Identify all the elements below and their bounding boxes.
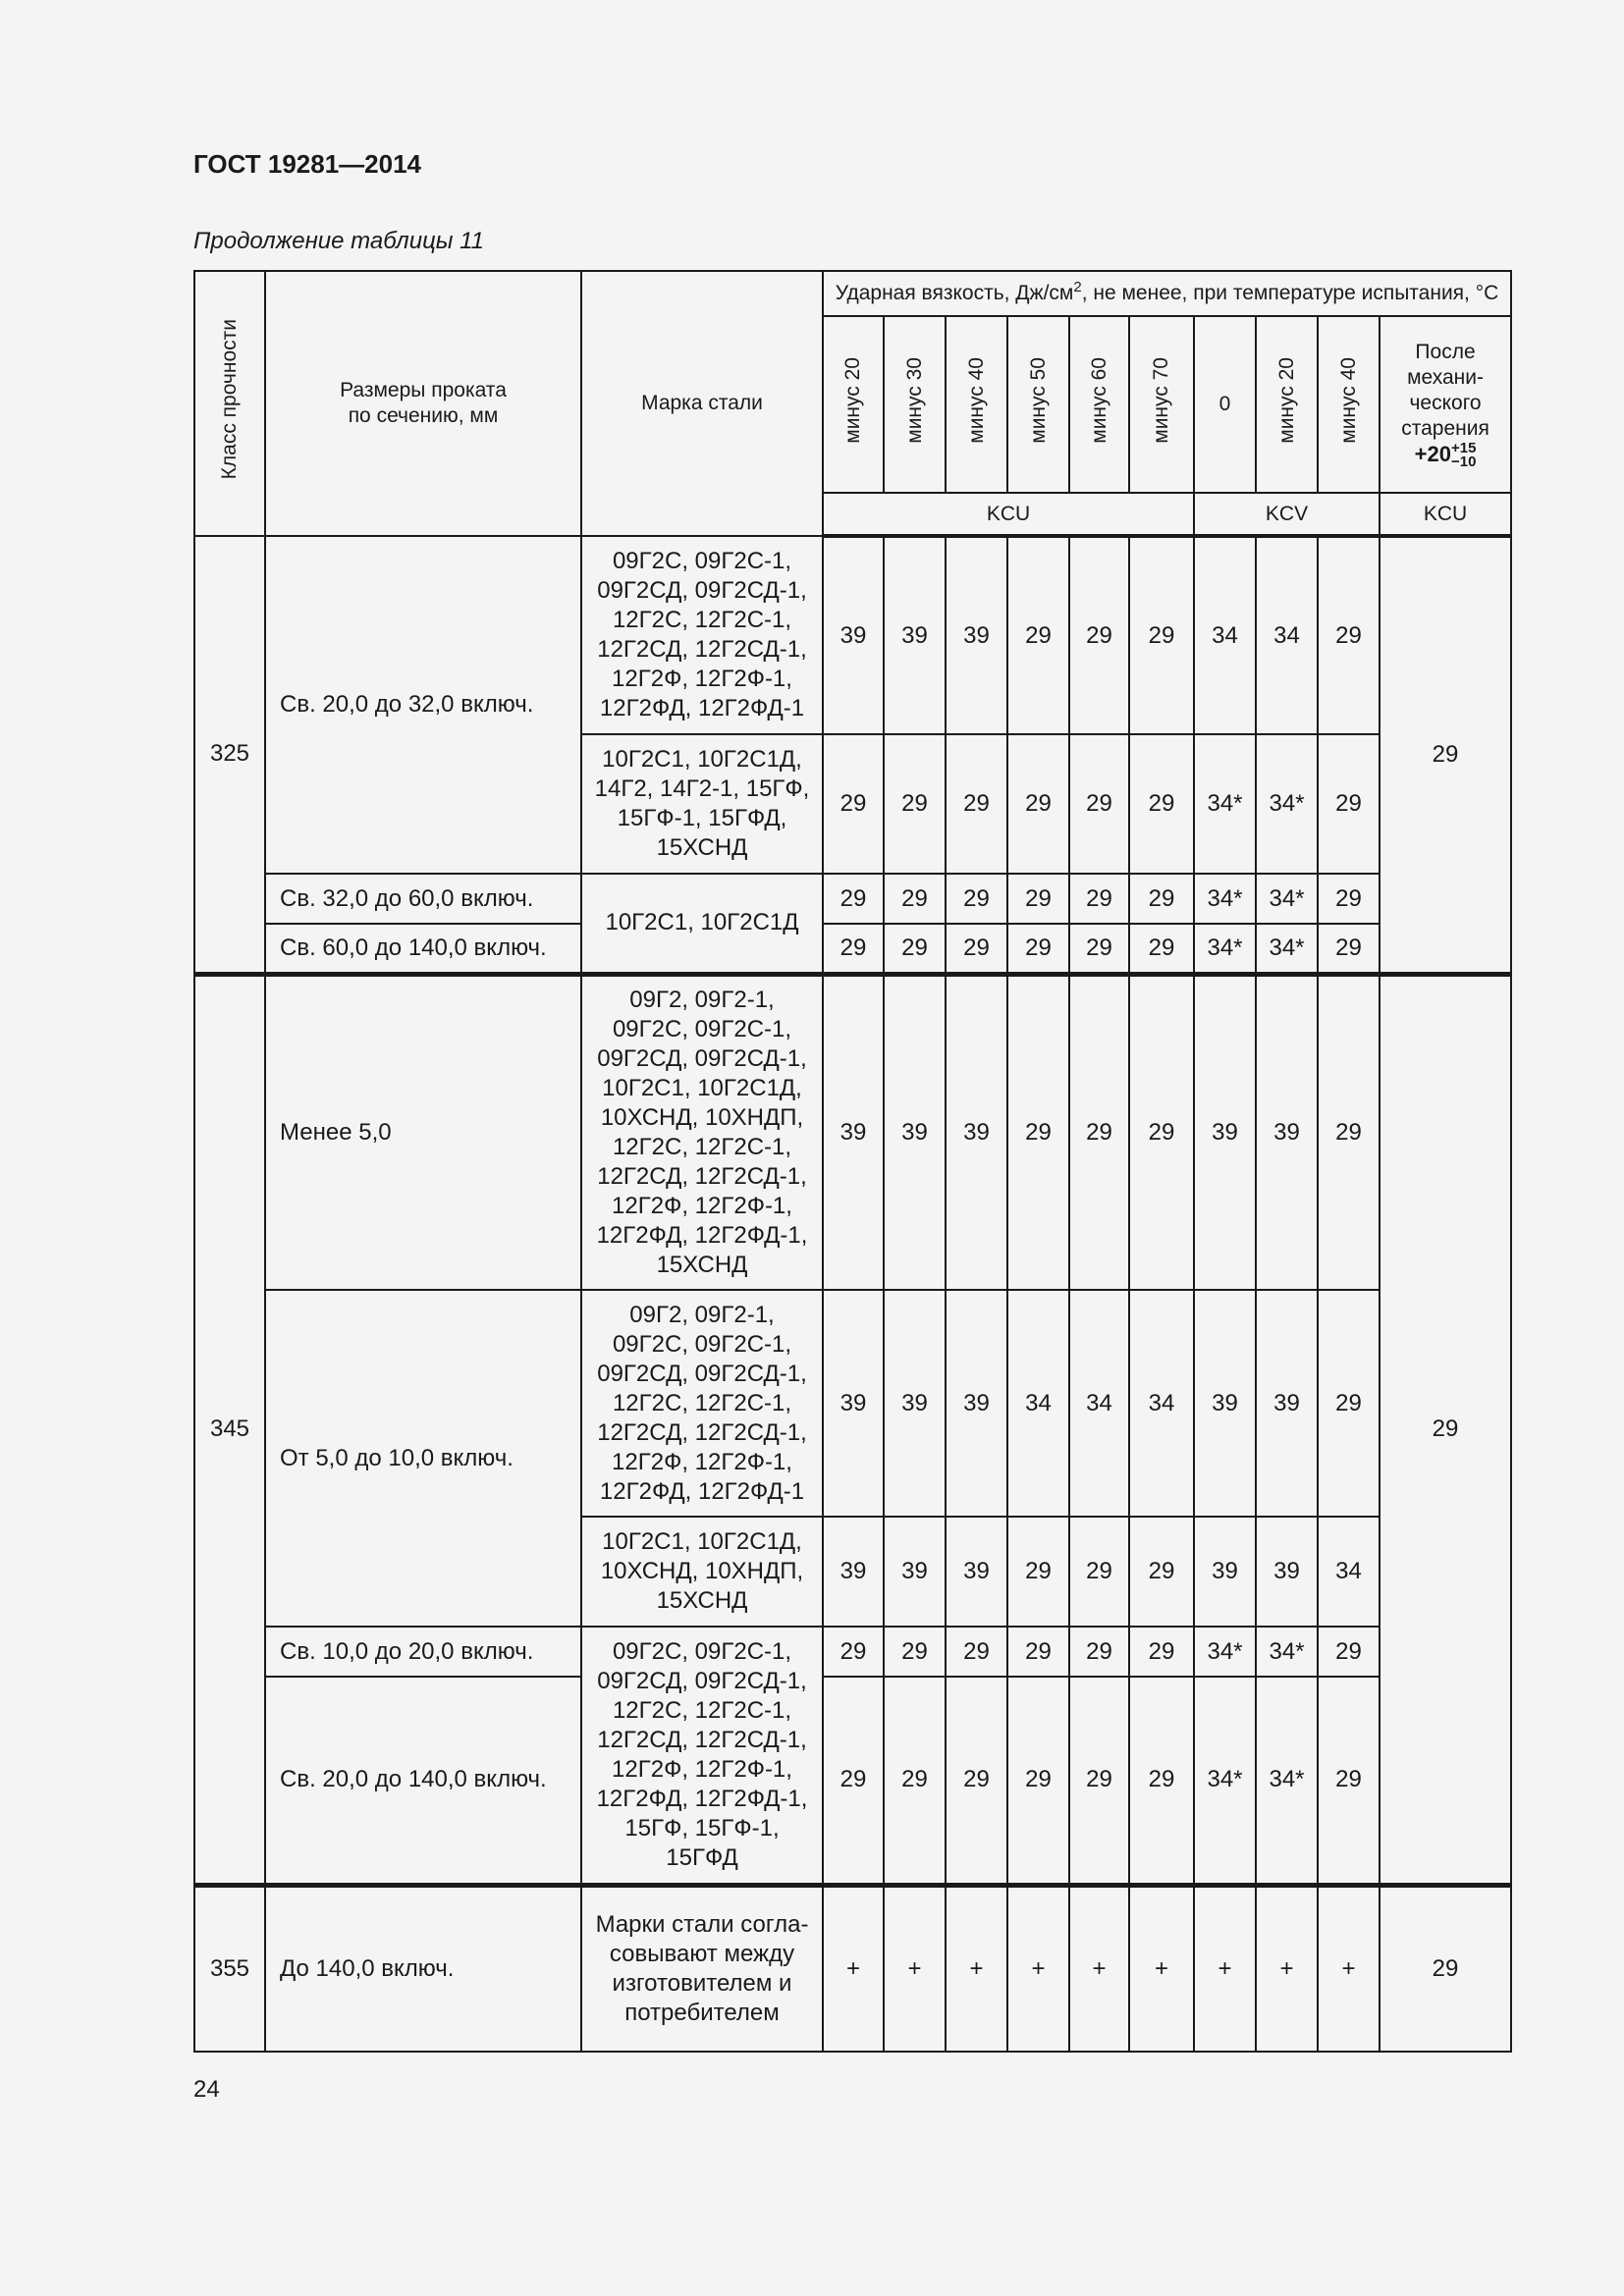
header-temp: минус 20 — [1256, 316, 1318, 493]
size-range: Св. 20,0 до 140,0 включ. — [265, 1677, 581, 1885]
after-aging-temperature: +20+15 −10 — [1414, 440, 1477, 471]
value-cell: 29 — [946, 924, 1007, 974]
value-cell: 39 — [823, 536, 884, 734]
value-cell: 29 — [1069, 974, 1129, 1290]
value-cell: 29 — [1129, 1677, 1194, 1885]
header-temp: 0 — [1194, 316, 1256, 493]
size-range: От 5,0 до 10,0 включ. — [265, 1290, 581, 1627]
header-impact-title: Ударная вязкость, $Дж/см^2$, не менее, при температуре испытания, °С — [823, 271, 1511, 316]
value-cell: 34* — [1256, 924, 1318, 974]
value-cell: 29 — [1007, 974, 1069, 1290]
value-cell: 29 — [823, 874, 884, 924]
value-cell: + — [1069, 1885, 1129, 2052]
value-cell: 29 — [1318, 536, 1380, 734]
value-cell: + — [946, 1885, 1007, 2052]
value-cell: 29 — [1069, 536, 1129, 734]
table-row — [194, 1677, 1511, 1885]
value-cell: 29 — [946, 1627, 1007, 1677]
value-cell: 29 — [1069, 1517, 1129, 1627]
value-cell: + — [1194, 1885, 1256, 2052]
value-cell: 29 — [884, 874, 946, 924]
value-cell: 34 — [1069, 1290, 1129, 1517]
value-cell: 29 — [1129, 874, 1194, 924]
table-caption: Продолжение таблицы 11 — [193, 228, 485, 254]
value-cell: 34* — [1256, 734, 1318, 874]
value-cell: 29 — [1318, 1290, 1380, 1517]
value-cell: 29 — [1129, 734, 1194, 874]
page-number: 24 — [193, 2076, 220, 2103]
value-cell: 29 — [1069, 874, 1129, 924]
value-cell: 29 — [1318, 734, 1380, 874]
value-cell: 29 — [1069, 924, 1129, 974]
header-kcu: KCU — [823, 493, 1194, 536]
size-range: Св. 60,0 до 140,0 включ. — [265, 924, 581, 974]
value-cell: 39 — [884, 1290, 946, 1517]
steel-grade: 10Г2С1, 10Г2С1Д, 10ХСНД, 10ХНДП, 15ХСНД — [581, 1517, 823, 1627]
value-cell: 29 — [823, 1677, 884, 1885]
value-cell: 34* — [1256, 874, 1318, 924]
steel-grade: 09Г2, 09Г2-1, 09Г2С, 09Г2С-1, 09Г2СД, 09Г2СД-1, 12Г2С, 12Г2С-1, 12Г2СД, 12Г2СД-1, 12Г2Ф, 12Г2Ф-1, 12Г2ФД, 12Г2ФД-1 — [581, 1290, 823, 1517]
header-temp: минус 60 — [1069, 316, 1129, 493]
value-cell: 29 — [1318, 1627, 1380, 1677]
value-cell: 29 — [1007, 924, 1069, 974]
value-cell: 29 — [1007, 536, 1069, 734]
size-range: Менее 5,0 — [265, 974, 581, 1290]
value-cell: 29 — [946, 734, 1007, 874]
header-temp: минус 30 — [884, 316, 946, 493]
value-cell: + — [884, 1885, 946, 2052]
header-temp: минус 40 — [946, 316, 1007, 493]
value-cell: 29 — [946, 1677, 1007, 1885]
steel-grade: Марки стали согла- совывают между изготовителем и потребителем — [581, 1885, 823, 2052]
strength-class: 345 — [194, 974, 265, 1885]
steel-grade: 10Г2С1, 10Г2С1Д, 14Г2, 14Г2-1, 15ГФ, 15ГФ-1, 15ГФД, 15ХСНД — [581, 734, 823, 874]
strength-class: 355 — [194, 1885, 265, 2052]
value-cell: 29 — [1318, 974, 1380, 1290]
value-cell: 29 — [1007, 874, 1069, 924]
value-cell: 39 — [884, 974, 946, 1290]
strength-class: 325 — [194, 536, 265, 974]
value-cell: 34 — [1256, 536, 1318, 734]
value-cell: 29 — [884, 924, 946, 974]
header-kcu-aging: KCU — [1380, 493, 1511, 536]
value-cell: 29 — [1069, 1627, 1129, 1677]
value-cell: 34 — [1194, 536, 1256, 734]
value-cell: 29 — [1129, 974, 1194, 1290]
value-cell: 29 — [1318, 874, 1380, 924]
value-cell: 29 — [884, 1677, 946, 1885]
value-cell: 39 — [823, 1290, 884, 1517]
value-cell: + — [1256, 1885, 1318, 2052]
value-cell: 39 — [946, 1517, 1007, 1627]
header-size: Размеры проката по сечению, мм — [265, 271, 581, 536]
value-cell: 39 — [946, 1290, 1007, 1517]
table-row — [194, 1290, 1511, 1517]
value-cell: 39 — [823, 974, 884, 1290]
table-row — [194, 874, 1511, 924]
value-cell: 29 — [1069, 734, 1129, 874]
table-row — [194, 974, 1511, 1290]
value-cell: 29 — [1129, 1517, 1194, 1627]
value-cell: + — [1007, 1885, 1069, 2052]
value-cell: 34 — [1007, 1290, 1069, 1517]
table-row — [194, 1885, 1511, 2052]
value-cell: 39 — [1194, 1517, 1256, 1627]
value-cell: 34 — [1129, 1290, 1194, 1517]
value-cell: 29 — [1007, 734, 1069, 874]
value-cell: 34* — [1256, 1627, 1318, 1677]
value-cell: 29 — [884, 1627, 946, 1677]
value-cell: 29 — [1129, 536, 1194, 734]
value-cell: 39 — [1194, 974, 1256, 1290]
aging-value: 29 — [1380, 974, 1511, 1885]
document-header: ГОСТ 19281—2014 — [193, 149, 421, 179]
header-temp: минус 50 — [1007, 316, 1069, 493]
size-range: Св. 20,0 до 32,0 включ. — [265, 536, 581, 874]
table-row — [194, 536, 1511, 734]
value-cell: 29 — [1129, 1627, 1194, 1677]
value-cell: 34 — [1318, 1517, 1380, 1627]
steel-grade: 10Г2С1, 10Г2С1Д — [581, 874, 823, 974]
value-cell: 29 — [1318, 924, 1380, 974]
value-cell: 39 — [1194, 1290, 1256, 1517]
value-cell: 29 — [1318, 1677, 1380, 1885]
value-cell: + — [1129, 1885, 1194, 2052]
value-cell: 29 — [884, 734, 946, 874]
header-strength-class: Класс прочности — [194, 271, 265, 536]
value-cell: 29 — [1007, 1677, 1069, 1885]
header-after-aging: После механи- ческого старения +20+15 −10 — [1380, 316, 1511, 493]
value-cell: 29 — [823, 924, 884, 974]
value-cell: 34* — [1194, 1677, 1256, 1885]
value-cell: 29 — [1069, 1677, 1129, 1885]
value-cell: + — [1318, 1885, 1380, 2052]
value-cell: 34* — [1194, 734, 1256, 874]
steel-grade: 09Г2, 09Г2-1, 09Г2С, 09Г2С-1, 09Г2СД, 09Г2СД-1, 10Г2С1, 10Г2С1Д, 10ХСНД, 10ХНДП, 12Г2С, 12Г2С-1, 12Г2СД, 12Г2СД-1, 12Г2Ф, 12Г2Ф-1, 12Г2ФД, 12Г2ФД-1, 15ХСНД — [581, 974, 823, 1290]
steel-grade: 09Г2С, 09Г2С-1, 09Г2СД, 09Г2СД-1, 12Г2С, 12Г2С-1, 12Г2СД, 12Г2СД-1, 12Г2Ф, 12Г2Ф-1, 12Г2ФД, 12Г2ФД-1 — [581, 536, 823, 734]
value-cell: 34* — [1256, 1677, 1318, 1885]
value-cell: 39 — [1256, 1290, 1318, 1517]
value-cell: 39 — [1256, 1517, 1318, 1627]
value-cell: 29 — [946, 874, 1007, 924]
value-cell: + — [823, 1885, 884, 2052]
value-cell: 29 — [823, 734, 884, 874]
table-row — [194, 1627, 1511, 1677]
aging-value: 29 — [1380, 536, 1511, 974]
table-row — [194, 924, 1511, 974]
value-cell: 29 — [1007, 1517, 1069, 1627]
value-cell: 39 — [946, 974, 1007, 1290]
value-cell: 34* — [1194, 1627, 1256, 1677]
impact-toughness-table — [193, 270, 1512, 2053]
size-range: Св. 10,0 до 20,0 включ. — [265, 1627, 581, 1677]
value-cell: 34* — [1194, 874, 1256, 924]
size-range: Св. 32,0 до 60,0 включ. — [265, 874, 581, 924]
value-cell: 39 — [884, 1517, 946, 1627]
value-cell: 29 — [823, 1627, 884, 1677]
value-cell: 29 — [1007, 1627, 1069, 1677]
steel-grade: 09Г2С, 09Г2С-1, 09Г2СД, 09Г2СД-1, 12Г2С, 12Г2С-1, 12Г2СД, 12Г2СД-1, 12Г2Ф, 12Г2Ф-1, 12Г2ФД, 12Г2ФД-1, 15ГФ, 15ГФ-1, 15ГФД — [581, 1627, 823, 1885]
header-kcv: KCV — [1194, 493, 1380, 536]
size-range: До 140,0 включ. — [265, 1885, 581, 2052]
value-cell: 29 — [1129, 924, 1194, 974]
header-temp: минус 40 — [1318, 316, 1380, 493]
value-cell: 39 — [823, 1517, 884, 1627]
header-steel-grade: Марка стали — [581, 271, 823, 536]
value-cell: 34* — [1194, 924, 1256, 974]
header-temp: минус 70 — [1129, 316, 1194, 493]
aging-value: 29 — [1380, 1885, 1511, 2052]
value-cell: 39 — [1256, 974, 1318, 1290]
header-temp: минус 20 — [823, 316, 884, 493]
value-cell: 39 — [946, 536, 1007, 734]
value-cell: 39 — [884, 536, 946, 734]
